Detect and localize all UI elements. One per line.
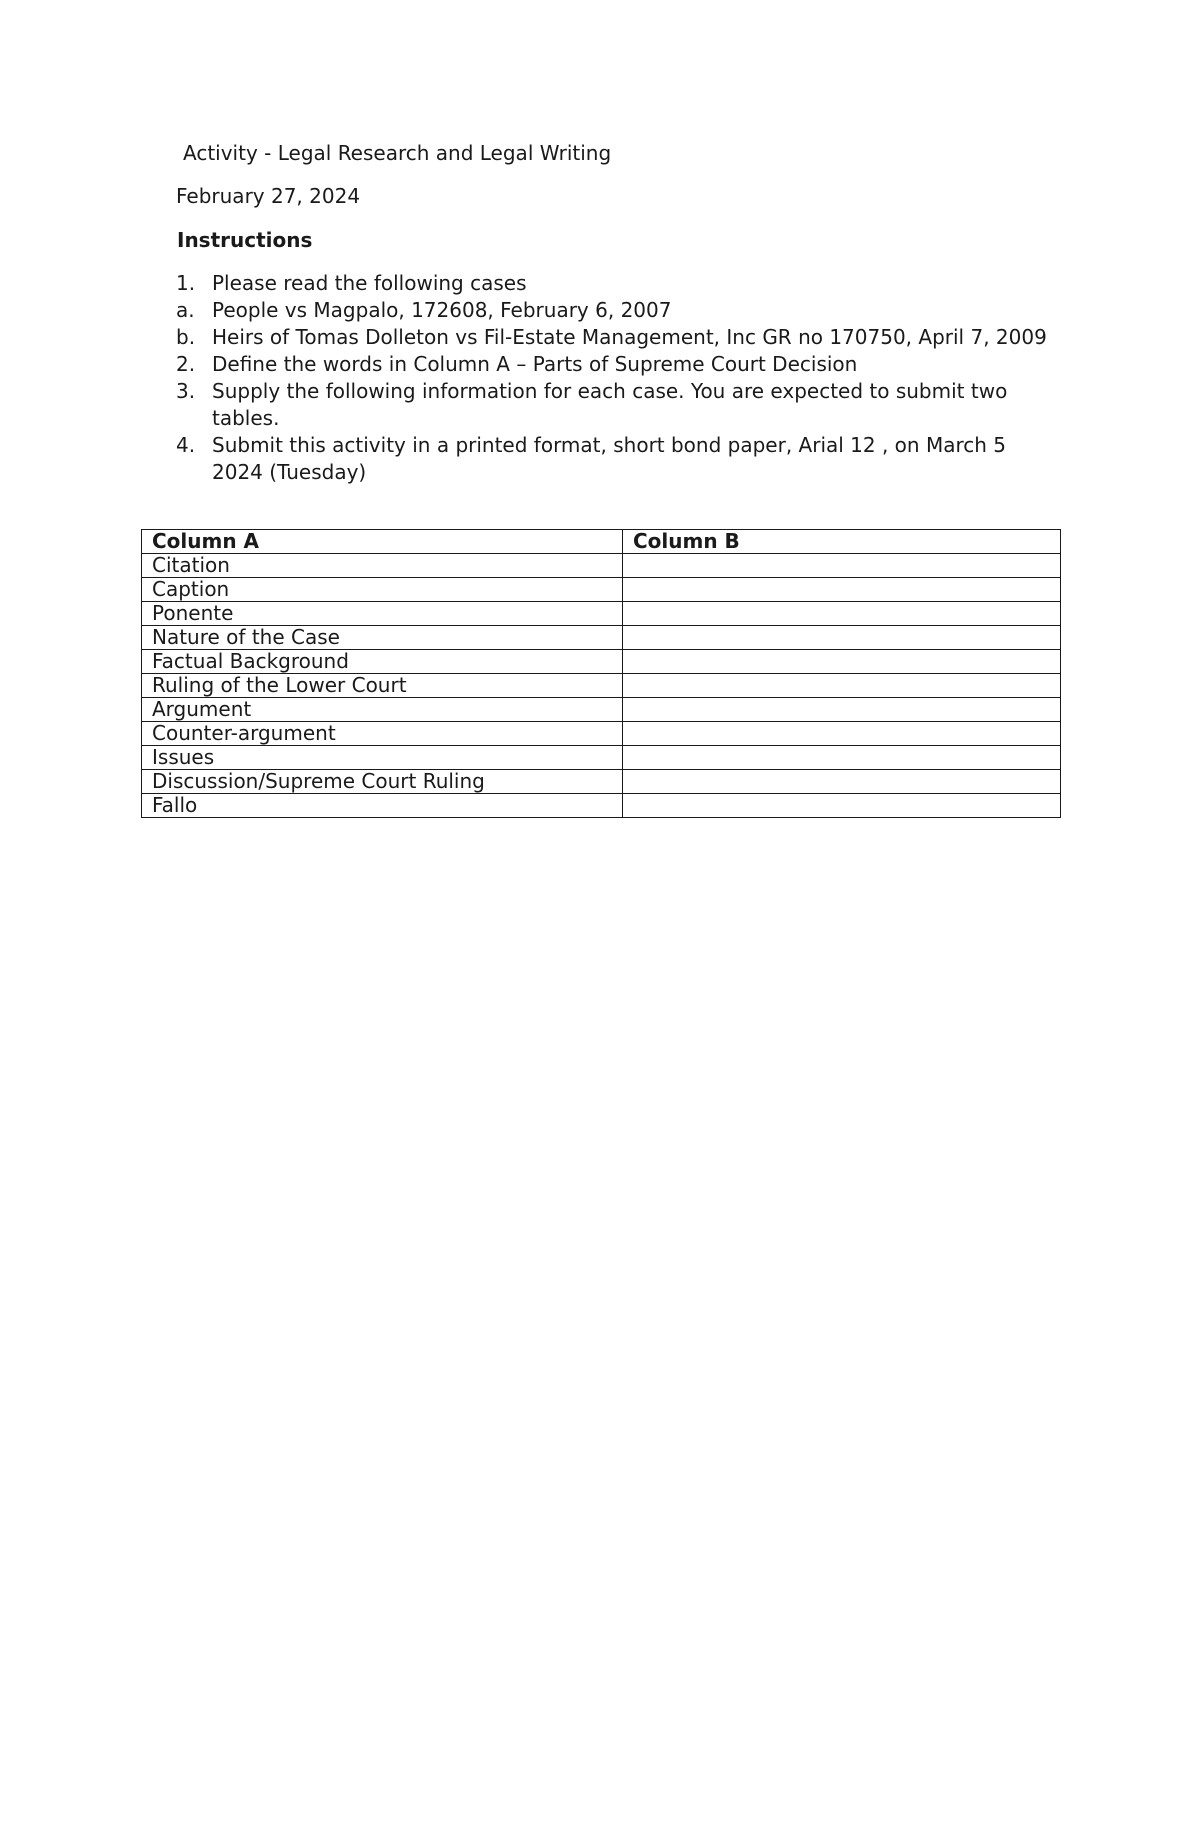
table-row: [142, 698, 1061, 722]
column-b-cell[interactable]: [623, 554, 1061, 578]
column-a-cell: Counter-argument: [142, 722, 623, 746]
column-b-cell[interactable]: [623, 794, 1061, 818]
table-row: [142, 746, 1061, 770]
document-date: February 27, 2024: [176, 184, 361, 208]
instruction-text: Please read the following cases: [212, 271, 527, 295]
instruction-text: People vs Magpalo, 172608, February 6, 2007: [212, 298, 672, 322]
instruction-text: Define the words in Column A – Parts of Supreme Court Decision: [212, 352, 858, 376]
column-b-header: Column B: [623, 530, 1061, 554]
instruction-item: [176, 270, 1056, 297]
table-row: [142, 770, 1061, 794]
document-title: Activity - Legal Research and Legal Writing: [183, 141, 612, 165]
instruction-item: [176, 351, 1056, 378]
instructions-list: [176, 270, 1056, 486]
instruction-marker: 1.: [176, 271, 196, 295]
table-row: [142, 554, 1061, 578]
column-a-header: Column A: [142, 530, 623, 554]
column-a-cell: Nature of the Case: [142, 626, 623, 650]
column-a-cell: Argument: [142, 698, 623, 722]
column-a-cell: Ponente: [142, 602, 623, 626]
instruction-marker: b.: [176, 325, 196, 349]
instruction-text: Submit this activity in a printed format, short bond paper, Arial 12 , on March 5 2024 (Tuesday): [212, 433, 1007, 484]
column-a-cell: Ruling of the Lower Court: [142, 674, 623, 698]
column-b-cell[interactable]: [623, 578, 1061, 602]
column-b-cell[interactable]: [623, 602, 1061, 626]
instruction-text: Supply the following information for each case. You are expected to submit two tables.: [212, 379, 1008, 430]
column-a-cell: Issues: [142, 746, 623, 770]
column-a-cell: Discussion/Supreme Court Ruling: [142, 770, 623, 794]
column-b-cell[interactable]: [623, 698, 1061, 722]
column-a-cell: Fallo: [142, 794, 623, 818]
table-row: [142, 650, 1061, 674]
instruction-marker: 4.: [176, 433, 196, 457]
table-row: [142, 578, 1061, 602]
instruction-marker: a.: [176, 298, 195, 322]
column-b-cell[interactable]: [623, 626, 1061, 650]
column-a-cell: Caption: [142, 578, 623, 602]
instruction-marker: 3.: [176, 379, 196, 403]
column-b-cell[interactable]: [623, 722, 1061, 746]
instruction-marker: 2.: [176, 352, 196, 376]
table-row: [142, 722, 1061, 746]
table-row: [142, 602, 1061, 626]
instruction-item: [176, 324, 1056, 351]
column-b-cell[interactable]: [623, 770, 1061, 794]
instruction-text: Heirs of Tomas Dolleton vs Fil-Estate Management, Inc GR no 170750, April 7, 2009: [212, 325, 1047, 349]
instruction-item: [176, 297, 1056, 324]
column-a-cell: Citation: [142, 554, 623, 578]
table-row: [142, 626, 1061, 650]
case-table: [141, 529, 1061, 818]
column-b-cell[interactable]: [623, 650, 1061, 674]
table-row: [142, 674, 1061, 698]
table-header-row: [142, 530, 1061, 554]
instruction-item: [176, 378, 1056, 432]
column-b-cell[interactable]: [623, 674, 1061, 698]
column-a-cell: Factual Background: [142, 650, 623, 674]
instruction-item: [176, 432, 1056, 486]
table-row: [142, 794, 1061, 818]
instructions-heading: Instructions: [177, 228, 313, 252]
column-b-cell[interactable]: [623, 746, 1061, 770]
